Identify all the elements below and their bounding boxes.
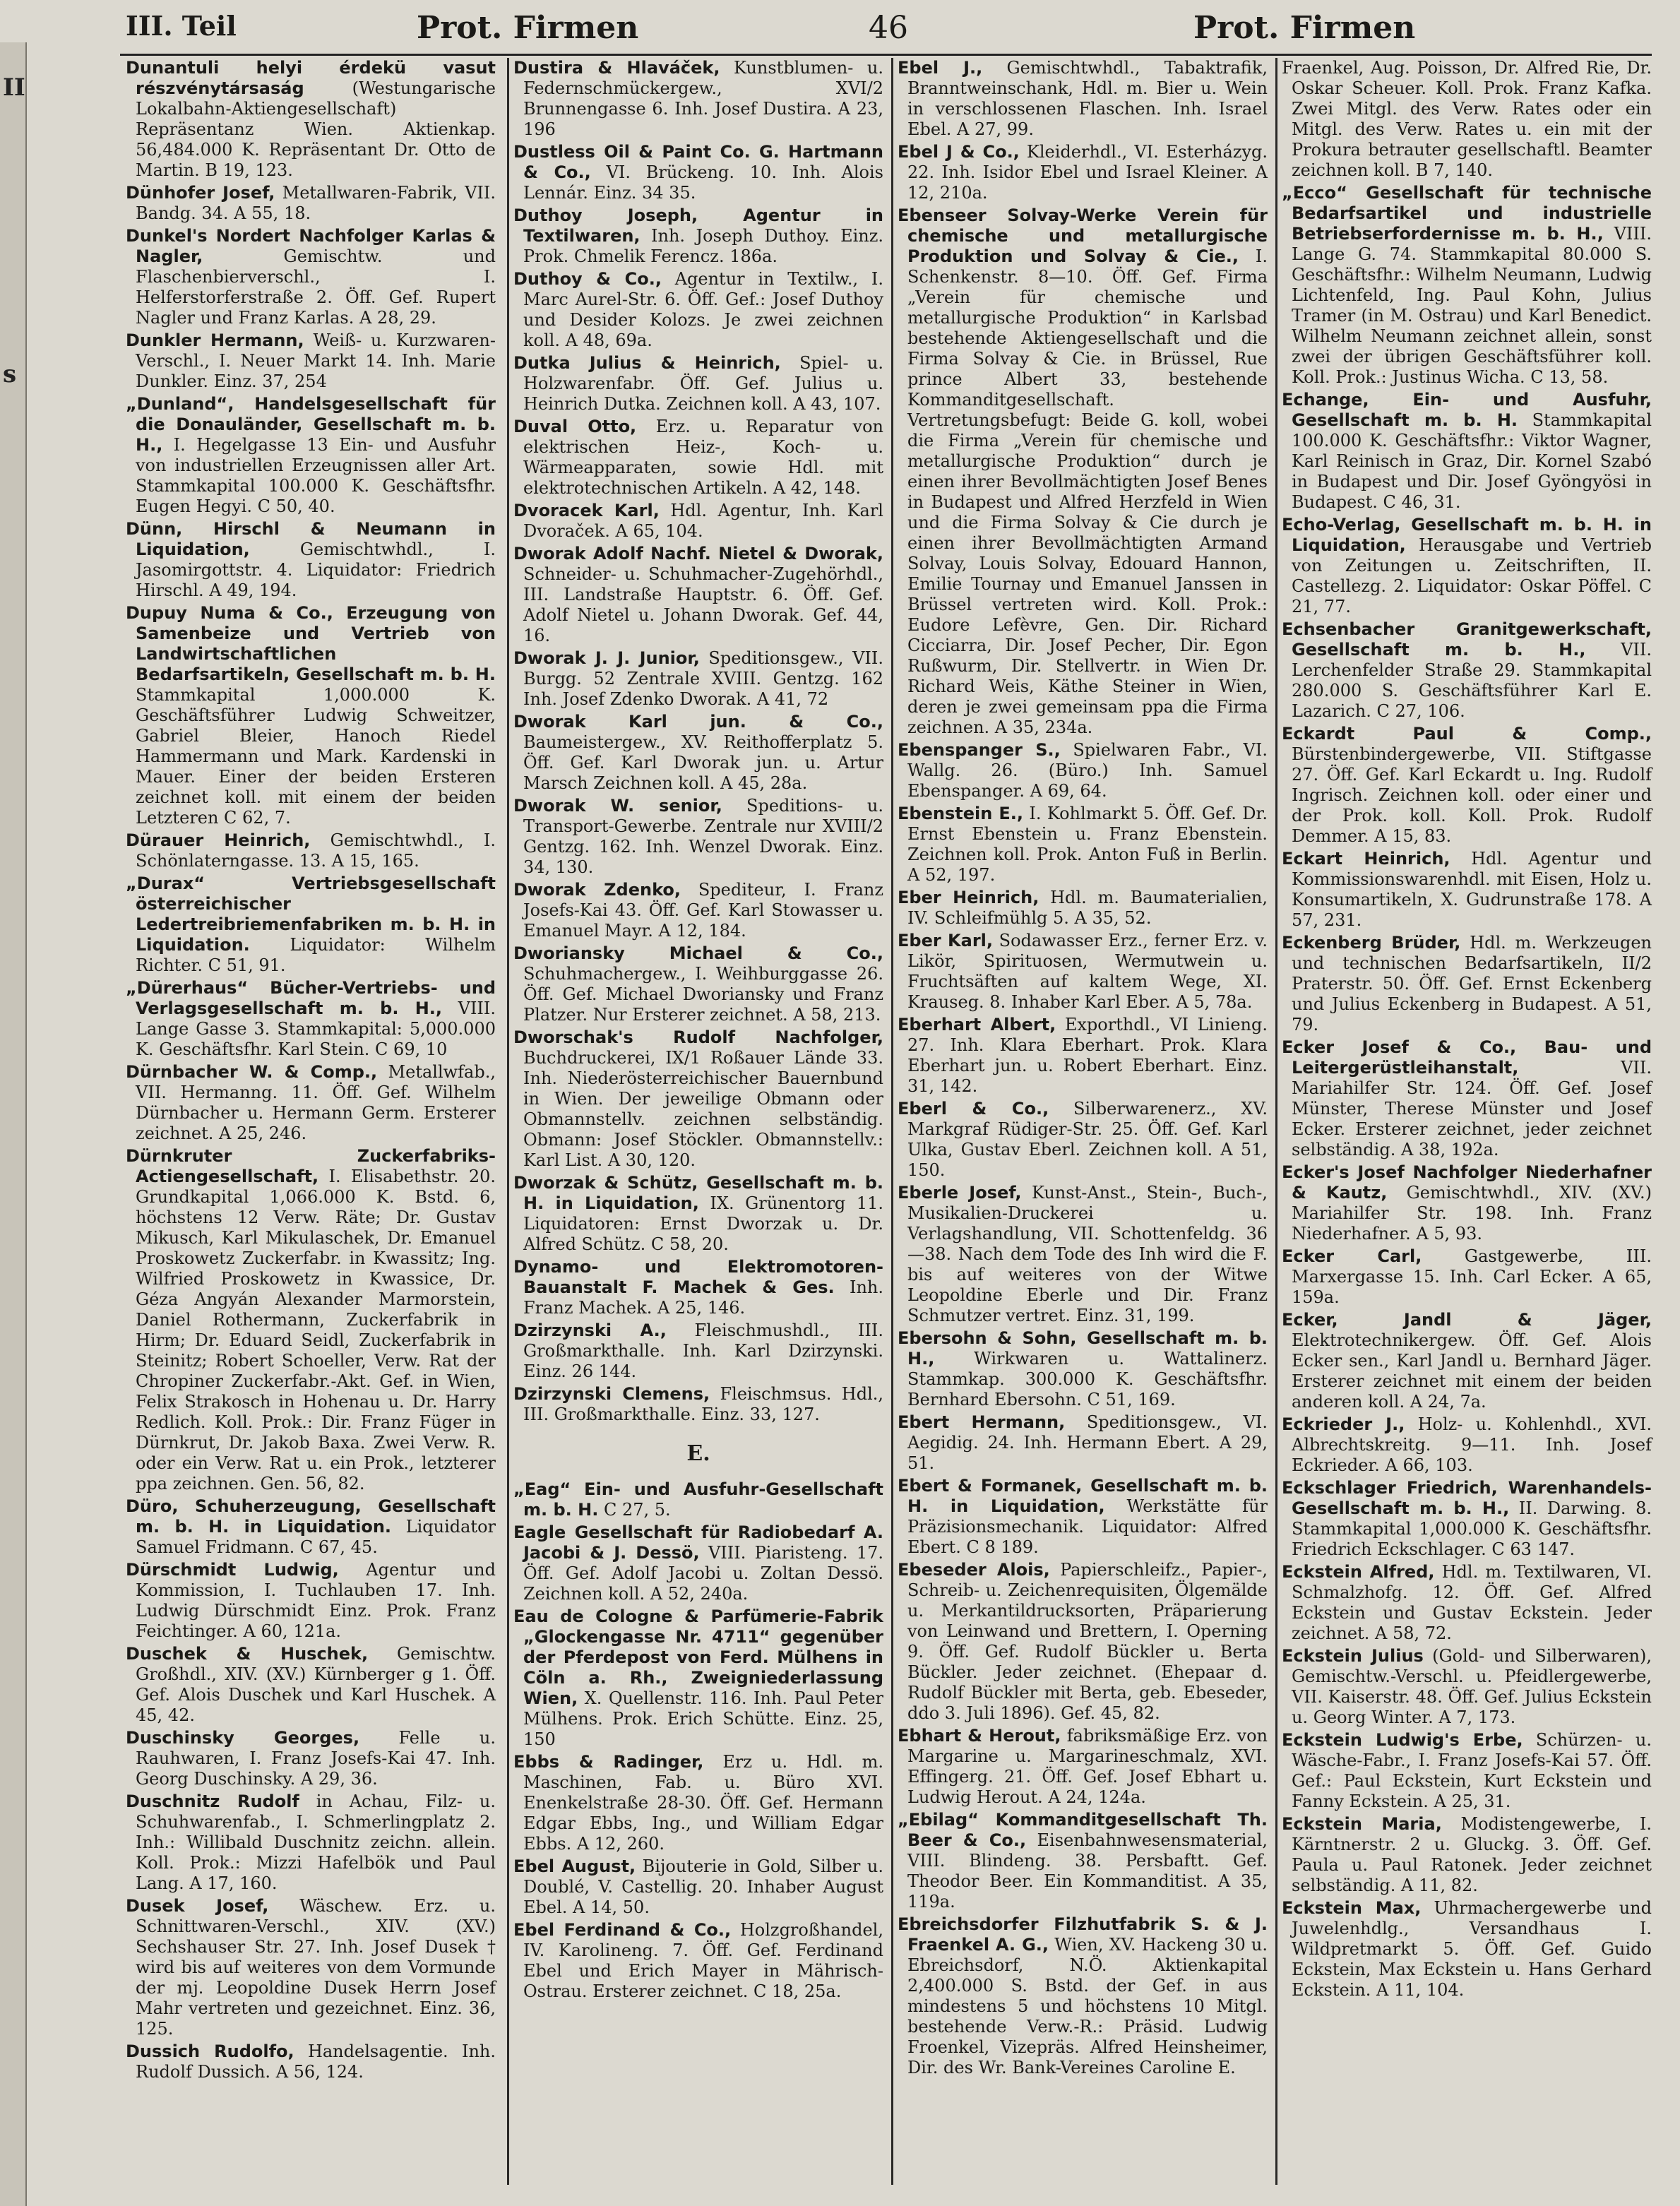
directory-entry [898, 1560, 1268, 1724]
directory-entry [126, 978, 496, 1060]
directory-entry [513, 1856, 883, 1918]
firm-name: Dzirzynski Clemens, [513, 1384, 710, 1404]
entry-details: Baumeistergew., XV. Reithofferplatz 5. Öff. Gef. Karl Dworak jun. u. Artur Marsch Zeichnen koll. A 45, 28a. [523, 732, 883, 793]
directory-entry [126, 1146, 496, 1494]
entry-details: Spielwaren Fabr., VI. Wallg. 26. (Büro.) Inh. Samuel Ebenspanger. A 69, 64. [907, 740, 1268, 801]
entry-details: Spiel- u. Holzwarenfabr. Öff. Gef. Julius u. Heinrich Dutka. Zeichnen koll. A 43, 107. [523, 353, 884, 414]
directory-entry [1282, 1162, 1652, 1244]
entry-details: I. Schenkenstr. 8—10. Öff. Gef. Firma „Verein für chemische und metallurgische Produktion“ in Karlsbad bestehende Aktiengesellschaft und die Firma Solvay & Cie. in Brüssel, Rue prince Albert 33, bestehende Kommanditgesellschaft. Vertretungsbefugt: Beide G. koll, wobei die Firma „Verein für chemische und metallurgische Produktion“ durch je einen ihrer Bevollmächtigten Josef Benes in Budapest und Alfred Herzfeld in Wien und die Firma Solvay & Cie durch je einen ihrer Bevollmächtigten Armand Solvay, Louis Solvay, Edouard Hannon, Emilie Tournay und Emanuel Janssen in Brüssel vertreten wird. Koll. Prok.: Eudore Lefèvre, Gen. Dir. Richard Cicciarra, Dir. Josef Pecher, Dir. Egon Rußwurm, Dir. Stellvertr. in Wien Dr. Richard Weis, Käthe Steiner in Wien, deren je zwei gemeinsam ppa die Firma zeichnen. A 35, 234a. [907, 246, 1268, 737]
entry-details: VIII. Lange G. 74. Stammkapital 80.000 S. Geschäftsfhr.: Wilhelm Neumann, Ludwig Lichtenfeld, Ing. Paul Kohn, Julius Tramer (in M. Ostrau) und Karl Benedict. Wilhelm Neumann zeichnet allein, sonst zwei der übrigen Geschäftsführer koll. Koll. Prok.: Justinus Wicha. C 13, 58. [1292, 224, 1652, 387]
entry-details: Weiß- u. Kurzwaren-Verschl., I. Neuer Markt 14. Inh. Marie Dunkler. Einz. 37, 254 [136, 330, 496, 391]
entry-details: I. Kohlmarkt 5. Öff. Gef. Dr. Ernst Ebenstein u. Franz Ebenstein. Zeichnen koll. Prok. Anton Fuß in Berlin. A 52, 197. [907, 804, 1268, 885]
entry-details: Stammkapital 100.000 K. Geschäftsfhr.: Viktor Wagner, Karl Reinisch in Graz, Dir. Kornel Szabó in Budapest und Dir. Josef Gyöngyösi in Budapest. C 46, 31. [1292, 410, 1652, 512]
entry-details: Hdl. m. Textilwaren, VI. Schmalzhofg. 12. Öff. Gef. Alfred Eckstein und Gustav Eckstein. Jeder zeichnet. A 58, 72. [1292, 1562, 1652, 1643]
firm-name: Ebeseder Alois, [898, 1560, 1050, 1580]
firm-name: „Dürerhaus“ Bücher-Vertriebs- und Verlagsgesellschaft m. b. H., [126, 978, 496, 1018]
firm-name: Echo-Verlag, Gesellschaft m. b. H. in Liquidation, [1282, 515, 1652, 555]
firm-name: Ebel J., [898, 58, 983, 78]
firm-name: Duval Otto, [513, 417, 637, 436]
column-1 [121, 58, 500, 2185]
directory-entry [126, 603, 496, 828]
entry-details: X. Quellenstr. 116. Inh. Paul Peter Mülhens. Prok. Erich Schütte. Einz. 25, 150 [523, 1688, 883, 1749]
firm-name: Ebhart & Herout, [898, 1726, 1061, 1746]
directory-entry [1282, 58, 1652, 181]
directory-entry [513, 501, 883, 542]
firm-name: Duschek & Huschek, [126, 1644, 369, 1664]
firm-name: Eckschlager Friedrich, Warenhandels-Gesellschaft m. b. H., [1282, 1478, 1652, 1518]
entry-details: Handelsagentie. Inh. Rudolf Dussich. A 56, 124. [136, 2041, 496, 2082]
part-label: III. Teil [126, 10, 237, 42]
entry-details: Metallwaren-Fabrik, VII. Bandg. 34. A 55, 18. [136, 183, 496, 223]
directory-entry [1282, 183, 1652, 388]
firm-name: Ebel August, [513, 1856, 636, 1876]
entry-details: Gastgewerbe, III. Marxergasse 15. Inh. Carl Ecker. A 65, 159a. [1292, 1246, 1652, 1307]
firm-name: Duschinsky Georges, [126, 1728, 360, 1748]
directory-entry [126, 830, 496, 871]
firm-name: Eckart Heinrich, [1282, 849, 1450, 869]
directory-entry [1282, 1310, 1652, 1412]
entry-details: Bijouterie in Gold, Silber u. Doublé, V. Castellig. 20. Inhaber August Ebel. A 14, 50. [523, 1856, 884, 1917]
directory-entry [513, 1606, 883, 1750]
firm-name: Dünhofer Josef, [126, 183, 275, 203]
directory-entry [513, 712, 883, 794]
entry-details: Silberwarenerz., XV. Markgraf Rüdiger-Str. 25. Öff. Gef. Karl Ulka, Gustav Eberl. Zeichnen koll. A 51, 150. [907, 1099, 1268, 1180]
directory-entry [513, 1320, 883, 1382]
entry-details: VII. Lerchenfelder Straße 29. Stammkapital 280.000 S. Geschäftsführer Karl E. Lazarich. C 27, 106. [1292, 640, 1652, 721]
entry-details: Liquidator Samuel Fridmann. C 67, 45. [136, 1517, 496, 1557]
firm-name: Dusek Josef, [126, 1896, 269, 1916]
directory-entry [1282, 1037, 1652, 1160]
directory-entry [898, 58, 1268, 140]
entry-details: VI. Brückeng. 10. Inh. Alois Lennár. Einz. 34 35. [523, 162, 883, 203]
firm-name: Dworzak & Schütz, Gesellschaft m. b. H. in Liquidation, [513, 1173, 883, 1213]
header-rule [120, 54, 1652, 56]
directory-entry [513, 353, 883, 415]
entry-details: Modistengewerbe, I. Kärntnerstr. 2 u. Gluckg. 3. Öff. Gef. Paula u. Paul Ratonek. Jeder zeichnet selbständig. A 11, 82. [1292, 1814, 1652, 1895]
entry-details: Holzgroßhandel, IV. Karolineng. 7. Öff. Gef. Ferdinand Ebel und Erich Mayer in Mährisch-Ostrau. Ersterer zeichnet. C 18, 25a. [523, 1920, 883, 2001]
entry-details: Kunstblumen- u. Federnschmückergew., XVI/2 Brunnengasse 6. Inh. Josef Dustira. A 23, 196 [523, 58, 883, 139]
firm-name: Dussich Rudolfo, [126, 2041, 294, 2061]
firm-name: Ecker Carl, [1282, 1246, 1422, 1266]
entry-details: Kleiderhdl., VI. Esterházyg. 22. Inh. Isidor Ebel und Israel Kleiner. A 12, 210a. [907, 142, 1268, 203]
firm-name: Ebreichsdorfer Filzhutfabrik S. & J. Fraenkel A. G., [898, 1914, 1268, 1955]
entry-details: Sodawasser Erz., ferner Erz. v. Likör, Spirituosen, Wermutwein u. Fruchtsäften auf kaltem Wege, XI. Krauseg. 8. Inhaber Karl Eber. A 5, 78a. [907, 931, 1268, 1012]
firm-name: Dzirzynski A., [513, 1320, 667, 1340]
firm-name: Düro, Schuherzeugung, Gesellschaft m. b. H. in Liquidation. [126, 1496, 496, 1537]
directory-entry [513, 142, 883, 203]
directory-entry [513, 544, 883, 646]
firm-name: Dustless Oil & Paint Co. G. Hartmann & Co., [513, 142, 883, 182]
entry-details: (Westungarische Lokalbahn-Aktiengesellschaft) Repräsentanz Wien. Aktienkap. 56,484.000 K. Repräsentant Dr. Otto de Martin. B 19, 123. [136, 78, 496, 180]
directory-entry [126, 1791, 496, 1894]
directory-entry [898, 1015, 1268, 1097]
firm-name: Eckstein Ludwig's Erbe, [1282, 1730, 1523, 1750]
entry-details: VIII. Piaristeng. 17. Öff. Gef. Adolf Jacobi u. Zoltan Dessö. Zeichnen koll. A 52, 240a. [523, 1543, 883, 1604]
directory-entry [898, 1476, 1268, 1558]
directory-entry [1282, 515, 1652, 617]
entry-details: Gemischtwhdl., Tabaktrafik, Branntweinschank, Hdl. m. Bier u. Wein in verschlossenen Flaschen. Inh. Israel Ebel. A 27, 99. [907, 58, 1268, 139]
firm-name: Duschnitz Rudolf [126, 1791, 299, 1811]
directory-entry [1282, 1246, 1652, 1308]
firm-name: Echange, Ein- und Ausfuhr, Gesellschaft m. b. H. [1282, 390, 1652, 430]
entry-details: Agentur und Kommission, I. Tuchlauben 17. Inh. Ludwig Dürschmidt Einz. Prok. Franz Feichtinger. A 60, 121a. [136, 1560, 496, 1641]
firm-name: Ebel J & Co., [898, 142, 1020, 162]
firm-name: Dworak J. J. Junior, [513, 648, 700, 668]
directory-entry [126, 874, 496, 976]
entry-details: Schürzen- u. Wäsche-Fabr., I. Franz Josefs-Kai 57. Öff. Gef.: Paul Eckstein, Kurt Eckstein und Fanny Eckstein. A 25, 31. [1292, 1730, 1652, 1811]
firm-name: „Ebilag“ Kommanditgesellschaft Th. Beer & Co., [898, 1810, 1268, 1850]
entry-details: Erz u. Hdl. m. Maschinen, Fab. u. Büro XVI. Enenkelstraße 28-30. Öff. Gef. Hermann Edgar Ebbs, Ing., und William Edgar Ebbs. A 12, 260. [523, 1752, 883, 1854]
directory-entry [1282, 724, 1652, 847]
firm-name: Dunkler Hermann, [126, 330, 304, 350]
directory-entry [126, 1896, 496, 2039]
directory-entry [898, 804, 1268, 886]
entry-details: Hdl. Agentur und Kommissionswarenhdl. mit Eisen, Holz u. Konsumartikeln, X. Gudrunstraße 178. A 57, 231. [1292, 849, 1652, 930]
firm-name: Dunantuli helyi érdekü vasut részvénytársaság [126, 58, 496, 98]
firm-name: Ecker, Jandl & Jäger, [1282, 1310, 1652, 1330]
directory-entry [513, 1027, 883, 1171]
firm-name: Eckrieder J., [1282, 1414, 1405, 1434]
directory-entry [126, 226, 496, 328]
firm-name: Ebenspanger S., [898, 740, 1061, 760]
directory-entry [513, 417, 883, 499]
firm-name: „Eag“ Ein- und Ausfuhr-Gesellschaft m. b. H. [513, 1479, 883, 1520]
entry-details: Bürstenbindergewerbe, VII. Stiftgasse 27. Öff. Gef. Karl Eckardt u. Ing. Rudolf Ingrisch. Zeichnen koll. oder einer und der Prok. koll. Koll. Prok. Rudolf Demmer. A 15, 83. [1292, 744, 1652, 846]
entry-details: Holz- u. Kohlenhdl., XVI. Albrechtskreitg. 9—11. Inh. Josef Eckrieder. A 66, 103. [1292, 1414, 1652, 1475]
directory-entry [513, 1752, 883, 1854]
page-number: 46 [869, 10, 908, 46]
entry-details: Papierschleifz., Papier-, Schreib- u. Zeichenrequisiten, Ölgemälde u. Merkantildrucksorten, Präparierung von Leinwand und Brettern, I. Operning 9. Öff. Gef. Rudolf Bückler u. Berta Bückler. Jeder zeichnet. (Ehepaar d. Rudolf Bückler mit Berta, geb. Ebeseder, ddo 3. Juli 1896). Gef. 45, 82. [907, 1560, 1268, 1723]
directory-entry [898, 931, 1268, 1013]
entry-details: Metallwfab., VII. Hermanng. 11. Öff. Gef. Wilhelm Dürnbacher u. Hermann Germ. Ersterer zeichnet. A 25, 246. [136, 1062, 496, 1143]
directory-entry [1282, 619, 1652, 722]
entry-details: Schneider- u. Schuhmacher-Zugehörhdl., III. Landstraße Hauptstr. 6. Öff. Gef. Adolf Nietel u. Johann Dworak. Gef. 44, 16. [523, 564, 883, 645]
entry-details: Speditionsgew., VII. Burgg. 52 Zentrale XVIII. Gentzg. 162 Inh. Josef Zdenko Dworak. A 41, 72 [523, 648, 883, 709]
firm-name: Duthoy & Co., [513, 269, 662, 289]
firm-name: Echsenbacher Granitgewerkschaft, Gesellschaft m. b. H., [1282, 619, 1652, 660]
directory-entry [1282, 1646, 1652, 1728]
entry-details: Uhrmachergewerbe und Juwelenhdlg., Versandhaus I. Wildpretmarkt 5. Öff. Gef. Guido Eckstein, Max Eckstein u. Hans Gerhard Eckstein. A 11, 104. [1292, 1898, 1652, 2000]
entry-details: Herausgabe und Vertrieb von Zeitungen u. Zeitschriften, II. Castellezg. 2. Liquidator: Oskar Pöffel. C 21, 77. [1292, 535, 1652, 616]
adjacent-page-edge [0, 42, 27, 2206]
entry-details: Hdl. m. Baumaterialien, IV. Schleifmühlg 5. A 35, 52. [907, 888, 1268, 928]
directory-entry [1282, 1414, 1652, 1476]
entry-details: I. Elisabethstr. 20. Grundkapital 1,066.000 K. Bstd. 6, höchstens 12 Verw. Räte; Dr. Gustav Mikusch, Karl Mikulaschek, Dr. Emanuel Proskowetz Zuckerfabr. in Kwassitz; Ing. Wilfried Proskowetz in Kwassice, Dr. Géza Angyán Alexander Marmorstein, Daniel Rothermann, Zuckerfabrik in Hirm; Dr. Eduard Seidl, Zuckerfabrik in Steinitz; Robert Schoeller, Verw. Rat der Chropiner Zuckerfabr.-Akt. Gef. in Wien, Felix Strakosch in Hohenau u. Dr. Harry Redlich. Koll. Prok.: Dir. Franz Füger in Dürnkrut, Dr. Jakob Baxa. Zwei Verw. R. oder ein Verw. Rat u. ein Prok., letzterer ppa zeichnen. Gen. 56, 82. [136, 1167, 496, 1493]
entry-details: fabriksmäßige Erz. von Margarine u. Margarineschmalz, XVI. Effingerg. 21. Öff. Gef. Josef Ebhart u. Ludwig Herout. A 24, 124a. [907, 1726, 1268, 1807]
directory-entry [513, 1257, 883, 1318]
firm-name: Dunkel's Nordert Nachfolger Karlas & Nagler, [126, 226, 496, 266]
entry-details: Kunst-Anst., Stein-, Buch-, Musikalien-Druckerei u. Verlagshandlung, VII. Schottenfeldg. 36—38. Nach dem Tode des Inh wird die F. bis auf weiteres von der Witwe Leopoldine Eberle und Dir. Franz Schmutzer vertret. Einz. 31, 199. [907, 1183, 1268, 1325]
firm-name: Eau de Cologne & Parfümerie-Fabrik „Glockengasse Nr. 4711“ gegenüber der Pferdepost von Ferd. Mülhens in Cöln a. Rh., Zweigniederlassung Wien, [513, 1606, 883, 1708]
entry-details: Agentur in Textilw., I. Marc Aurel-Str. 6. Öff. Gef.: Josef Duthoy und Desider Kolozs. Je zwei zeichnen koll. A 48, 69a. [523, 269, 883, 350]
firm-name: Ebert Hermann, [898, 1412, 1066, 1432]
directory-entry [513, 1384, 883, 1425]
firm-name: Ebenstein E., [898, 804, 1023, 823]
directory-entry [513, 1920, 883, 2002]
column-4 [1275, 58, 1656, 2185]
section-letter: E. [686, 1441, 710, 1466]
entry-details: VIII. Lange Gasse 3. Stammkapital: 5,000.000 K. Geschäftsfhr. Karl Stein. C 69, 10 [136, 998, 496, 1059]
firm-name: Dworschak's Rudolf Nachfolger, [513, 1027, 883, 1047]
directory-entry [126, 330, 496, 392]
directory-entry [126, 519, 496, 601]
firm-name: Eber Karl, [898, 931, 994, 950]
firm-name: Dürauer Heinrich, [126, 830, 311, 850]
firm-name: „Durax“ Vertriebsgesellschaft österreichischer Ledertreibriemenfabriken m. b. H. in Liquidation. [126, 874, 496, 955]
edge-mark: II [3, 73, 25, 102]
directory-entry [1282, 1898, 1652, 2001]
firm-name: Dutka Julius & Heinrich, [513, 353, 781, 373]
entry-details: Liquidator: Wilhelm Richter. C 51, 91. [136, 935, 496, 975]
entry-details: I. Hegelgasse 13 Ein- und Ausfuhr von industriellen Erzeugnissen aller Art. Stammkapital 100.000 K. Geschäftsfhr. Eugen Hegyi. C 50, 40. [136, 435, 496, 516]
directory-entry [126, 1560, 496, 1642]
directory-entry [1282, 933, 1652, 1035]
directory-entry [1282, 1814, 1652, 1896]
entry-details: Gemischtwhdl., XIV. (XV.) Mariahilfer Str. 198. Inh. Franz Niederhafner. A 5, 93. [1292, 1183, 1652, 1244]
entry-details: Gemischtw. und Flaschenbierverschl., I. Helferstorferstraße 2. Öff. Gef. Rupert Nagler und Franz Karlas. A 28, 29. [136, 246, 496, 328]
firm-name: Eber Heinrich, [898, 888, 1039, 907]
entry-details: Inh. Franz Machek. A 25, 146. [523, 1277, 883, 1318]
entry-details: Hdl. Agentur, Inh. Karl Dvoraček. A 65, 104. [523, 501, 883, 541]
running-title-right: Prot. Firmen [1193, 10, 1416, 46]
directory-entry [513, 648, 883, 710]
directory-entry [126, 1496, 496, 1558]
entry-details: Wäschew. Erz. u. Schnittwaren-Verschl., XIV. (XV.) Sechshauser Str. 27. Inh. Josef Dusek † wird bis auf weiteres von dem Vormunde der mj. Leopoldine Dusek Herrn Josef Mahr vertreten und gezeichnet. Einz. 36, 125. [136, 1896, 496, 2039]
entry-details: Speditions- u. Transport-Gewerbe. Zentrale nur XVIII/2 Gentzg. 162. Inh. Wenzel Dworak. Einz. 34, 130. [523, 796, 883, 877]
firm-name: Dünn, Hirschl & Neumann in Liquidation, [126, 519, 496, 559]
firm-name: Eberle Josef, [898, 1183, 1022, 1203]
firm-name: Dworak W. senior, [513, 796, 722, 816]
entry-details: Eisenbahnwesensmaterial, VIII. Blindeng. 38. Persbaftt. Gef. Theodor Beer. Ein Kommanditist. A 35, 119a. [907, 1830, 1268, 1912]
directory-entry [513, 1173, 883, 1255]
directory-entry [513, 1522, 883, 1604]
entry-details: VII. Mariahilfer Str. 124. Öff. Gef. Josef Münster, Therese Münster und Josef Ecker. Ersterer zeichnet, jeder zeichnet selbständig. A 38, 192a. [1292, 1058, 1652, 1159]
directory-entry [1282, 849, 1652, 931]
firm-name: „Ecco“ Gesellschaft für technische Bedarfsartikel und industrielle Betriebserfordernisse m. b. H., [1282, 183, 1652, 244]
directory-entry [1282, 1478, 1652, 1560]
entry-details: Wirkwaren u. Wattalinerz. Stammkap. 300.000 K. Geschäftsfhr. Bernhard Ebersohn. C 51, 169. [907, 1349, 1268, 1409]
directory-entry [126, 1062, 496, 1144]
firm-name: Dupuy Numa & Co., Erzeugung von Samenbeize und Vertrieb von Landwirtschaftlichen Bedarfsartikeln, Gesellschaft m. b. H. [126, 603, 496, 684]
firm-name: Ecker Josef & Co., Bau- und Leitergerüstleihanstalt, [1282, 1037, 1652, 1078]
directory-entry [126, 1644, 496, 1726]
entry-details: Gemischtwhdl., I. Jasomirgottstr. 4. Liquidator: Friedrich Hirschl. A 49, 194. [136, 539, 496, 600]
directory-entry [513, 58, 883, 140]
directory-entry [1282, 1562, 1652, 1644]
firm-name: Eckardt Paul & Comp., [1282, 724, 1652, 744]
directory-entry [898, 1328, 1268, 1410]
firm-name: Dürnkruter Zuckerfabriks-Actiengesellschaft, [126, 1146, 496, 1186]
entry-details: Schuhmachergew., I. Weihburggasse 26. Öff. Gef. Michael Dworiansky und Franz Platzer. Nur Ersterer zeichnet. A 58, 213. [523, 964, 883, 1025]
directory-entry [898, 1099, 1268, 1181]
directory-entry [1282, 1730, 1652, 1812]
directory-entry [513, 205, 883, 267]
directory-entry [898, 1810, 1268, 1912]
firm-name: Dynamo- und Elektromotoren-Bauanstalt F. Machek & Ges. [513, 1257, 883, 1297]
directory-entry [898, 740, 1268, 801]
directory-entry [898, 1183, 1268, 1326]
entry-details: C 27, 5. [598, 1500, 671, 1520]
entry-details: IX. Grünentorg 11. Liquidatoren: Ernst Dworzak u. Dr. Alfred Schütz. C 58, 20. [523, 1193, 883, 1254]
directory-entry [898, 1914, 1268, 2078]
directory-entry [126, 58, 496, 181]
entry-details: Erz. u. Reparatur von elektrischen Heiz-, Koch- u. Wärmeapparaten, sowie Hdl. mit elektrotechnischen Artikeln. A 42, 148. [523, 417, 883, 498]
directory-entry [513, 943, 883, 1025]
entry-details: Werkstätte für Präzisionsmechanik. Liquidator: Alfred Ebert. C 8 189. [907, 1496, 1268, 1557]
firm-name: Eckstein Maria, [1282, 1814, 1442, 1834]
firm-name: Ebert & Formanek, Gesellschaft m. b. H. in Liquidation, [898, 1476, 1268, 1516]
directory-entry [513, 880, 883, 941]
directory-entry [126, 394, 496, 517]
entry-details: Felle u. Rauhwaren, I. Franz Josefs-Kai 47. Inh. Georg Duschinsky. A 29, 36. [136, 1728, 496, 1789]
entry-details: Gemischtw. Großhdl., XIV. (XV.) Kürnberger g 1. Öff. Gef. Alois Duschek und Karl Huschek. A 45, 42. [136, 1644, 496, 1725]
firm-name: Dürnbacher W. & Comp., [126, 1062, 378, 1082]
firm-name: Ebenseer Solvay-Werke Verein für chemische und metallurgische Produktion und Solvay & Cie., [898, 205, 1268, 266]
page-header [120, 6, 1652, 55]
directory-entry [126, 183, 496, 224]
entry-details: (Gold- und Silberwaren), Gemischtw.-Verschl. u. Pfeidlergewerbe, VII. Kaiserstr. 48. Öff. Gef. Julius Eckstein u. Georg Winter. A 7, 173. [1292, 1646, 1652, 1727]
firm-name: Eagle Gesellschaft für Radiobedarf A. Jacobi & J. Dessö, [513, 1522, 883, 1563]
directory-entry [513, 796, 883, 878]
directory-entry [898, 205, 1268, 738]
entry-details: Exporthdl., VI Linieng. 27. Inh. Klara Eberhart. Prok. Klara Eberhart jun. u. Robert Eberhart. Einz. 31, 142. [907, 1015, 1268, 1096]
entry-details: II. Darwing. 8. Stammkapital 1,000.000 K. Geschäftsfhr. Friedrich Eckschlager. C 63 147. [1292, 1498, 1652, 1559]
entry-details: Stammkapital 1,000.000 K. Geschäftsführer Ludwig Schweitzer, Gabriel Bleier, Hanoch Riedel Hammermann und Mark. Kardenski in Mauer. Einer der beiden Ersteren zeichnet koll. mit einem der beiden Letzteren C 62, 7. [136, 685, 496, 828]
entry-details: Fraenkel, Aug. Poisson, Dr. Alfred Rie, Dr. Oskar Scheuer. Koll. Prok. Franz Kafka. Zwei Mitgl. des Verw. Rates oder ein Mitgl. des Verw. Rates u. ein mit der Prokura betrauter gesellschaftl. Beamter zeichnen koll. B 7, 140. [1282, 58, 1652, 180]
firm-name: Eckstein Julius [1282, 1646, 1424, 1666]
entry-details: Buchdruckerei, IX/1 Roßauer Lände 33. Inh. Niederösterreichischer Bauernbund in Wien. Der jeweilige Obmann oder Obmannstellv. zeichnen selbständig. Obmann: Josef Stöckler. Obmannstellv.: Karl List. A 30, 120. [523, 1048, 883, 1170]
firm-name: Eckstein Alfred, [1282, 1562, 1435, 1582]
entry-details: Hdl. m. Werkzeugen und technischen Bedarfsartikeln, II/2 Praterstr. 50. Öff. Gef. Ernst Eckenberg und Julius Eckenberg in Budapest. A 51, 79. [1292, 933, 1652, 1035]
directory-entry [126, 2041, 496, 2082]
entry-details: Speditionsgew., VI. Aegidig. 24. Inh. Hermann Ebert. A 29, 51. [907, 1412, 1268, 1473]
firm-name: Eberhart Albert, [898, 1015, 1056, 1035]
directory-entry [513, 1479, 883, 1520]
edge-mark: s [3, 360, 17, 388]
firm-name: Ebel Ferdinand & Co., [513, 1920, 732, 1940]
directory-entry [898, 1412, 1268, 1474]
firm-name: Duthoy Joseph, Agentur in Textilwaren, [513, 205, 883, 246]
firm-name: Dustira & Hlaváček, [513, 58, 720, 78]
firm-name: Ecker's Josef Nachfolger Niederhafner & Kautz, [1282, 1162, 1652, 1203]
firm-name: „Dunland“, Handelsgesellschaft für die Donauländer, Gesellschaft m. b. H., [126, 394, 496, 455]
firm-name: Eckenberg Brüder, [1282, 933, 1461, 953]
entry-details: in Achau, Filz- u. Schuhwarenfab., I. Schmerlingplatz 2. Inh.: Willibald Duschnitz zeichn. allein. Koll. Prok.: Mizzi Hafelbök und Paul Lang. A 17, 160. [136, 1791, 496, 1893]
firm-name: Dworiansky Michael & Co., [513, 943, 883, 963]
firm-name: Dworak Zdenko, [513, 880, 681, 900]
column-3 [891, 58, 1272, 2185]
entry-details: Fleischmushdl., III. Großmarkthalle. Inh. Karl Dzirzynski. Einz. 26 144. [523, 1320, 883, 1381]
firm-name: Dworak Adolf Nachf. Nietel & Dworak, [513, 544, 883, 564]
firm-name: Eberl & Co., [898, 1099, 1049, 1119]
firm-name: Ebbs & Radinger, [513, 1752, 704, 1772]
firm-name: Ebersohn & Sohn, Gesellschaft m. b. H., [898, 1328, 1268, 1369]
directory-entry [898, 1726, 1268, 1808]
firm-name: Dworak Karl jun. & Co., [513, 712, 883, 732]
firm-name: Dürschmidt Ludwig, [126, 1560, 339, 1580]
directory-entry [126, 1728, 496, 1789]
directory-entry [1282, 390, 1652, 513]
firm-name: Eckstein Max, [1282, 1898, 1422, 1918]
entry-details: Spediteur, I. Franz Josefs-Kai 43. Öff. Gef. Karl Stowasser u. Emanuel Mayr. A 12, 184. [523, 880, 883, 941]
entry-details: Wien, XV. Hackeng 30 u. Ebreichsdorf, N.Ö. Aktienkapital 2,400.000 S. Bstd. der Gef. in aus mindestens 5 und höchstens 10 Mitgl. bestehende Verw.-R.: Präsid. Ludwig Froenkel, Vizepräs. Alfred Heinsheimer, Dir. des Wr. Bank-Vereines Caroline E. [907, 1935, 1268, 2077]
directory-entry [898, 142, 1268, 203]
entry-details: Elektrotechnikergew. Öff. Gef. Alois Ecker sen., Karl Jandl u. Bernhard Jäger. Ersterer zeichnet mit einem der beiden anderen koll. A 24, 7a. [1292, 1330, 1652, 1412]
entry-details: Inh. Joseph Duthoy. Einz. Prok. Chmelik Ferencz. 186a. [523, 226, 883, 266]
running-title-left: Prot. Firmen [417, 10, 639, 46]
directory-entry [898, 888, 1268, 929]
column-2 [507, 58, 888, 2185]
directory-entry [513, 269, 883, 351]
firm-name: Dvoracek Karl, [513, 501, 660, 520]
entry-details: Gemischtwhdl., I. Schönlaterngasse. 13. A 15, 165. [136, 830, 496, 871]
entry-details: Fleischmsus. Hdl., III. Großmarkthalle. Einz. 33, 127. [523, 1384, 883, 1424]
